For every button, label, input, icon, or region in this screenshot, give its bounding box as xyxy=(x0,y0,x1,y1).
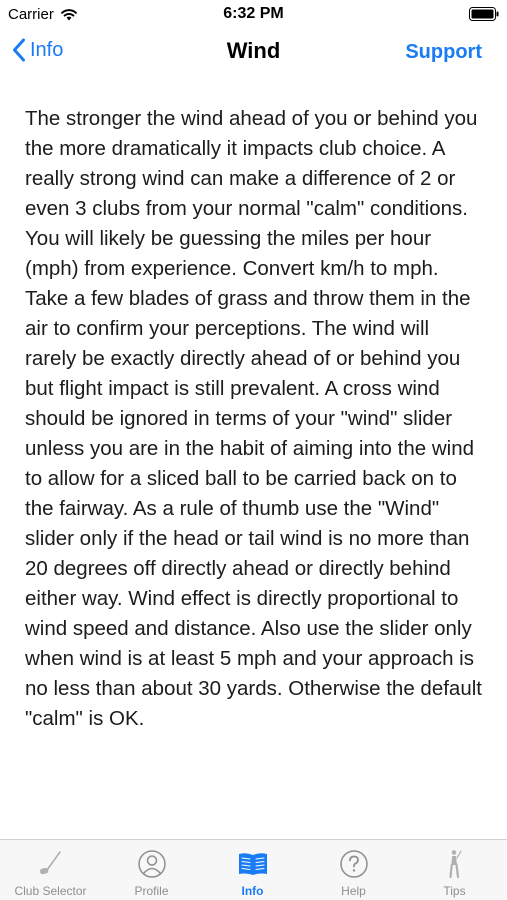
tab-label: Help xyxy=(341,884,366,898)
status-time: 6:32 PM xyxy=(223,5,284,22)
tab-label: Club Selector xyxy=(14,884,87,898)
page-title: Wind xyxy=(226,38,281,63)
tab-label: Info xyxy=(241,884,264,898)
tab-bar xyxy=(0,839,507,900)
tab-help[interactable] xyxy=(303,840,404,900)
golfer-icon xyxy=(439,848,471,880)
tab-club-selector[interactable] xyxy=(0,840,101,900)
carrier-label: Carrier xyxy=(8,6,54,23)
tab-label: Profile xyxy=(134,884,169,898)
tab-tips[interactable] xyxy=(404,840,505,900)
tab-profile[interactable] xyxy=(101,840,202,900)
support-button[interactable]: Support xyxy=(405,41,482,63)
golf-club-icon xyxy=(35,848,67,880)
battery-icon xyxy=(469,7,499,21)
wind-info-text: The stronger the wind ahead of you or behind you the more dramatically it impacts club choice. A really strong wind can make a difference of 2 or even 3 clubs from your normal "calm" conditions. You will likely be guessing the miles per hour (mph) from experience. Convert km/h to mph. Take a few blades of grass and throw them in the air to confirm your perceptions. The wind will rarely be exactly directly ahead of or behind you but flight impact is still prevalent. A cross wind should be ignored in terms of your "wind" slider unless you are in the habit of aiming into the wind to allow for a sliced ball to be carried back on to the fairway. As a rule of thumb use the "Wind" slider only if the head or tail wind is no more than 20 degrees off directly ahead or directly behind either way. Wind effect is directly proportional to wind speed and distance. Also use the slider only when wind is at least 5 mph and your approach is no less than about 30 yards. Otherwise the default "calm" is OK. xyxy=(25,107,482,730)
navigation-bar xyxy=(0,30,507,76)
book-icon xyxy=(237,848,269,880)
tab-label: Tips xyxy=(443,884,466,898)
tab-info[interactable] xyxy=(202,840,303,900)
status-bar xyxy=(0,0,507,30)
help-icon xyxy=(338,848,370,880)
profile-icon xyxy=(136,848,168,880)
back-button-label: Info xyxy=(30,38,64,61)
content-area xyxy=(25,104,485,734)
